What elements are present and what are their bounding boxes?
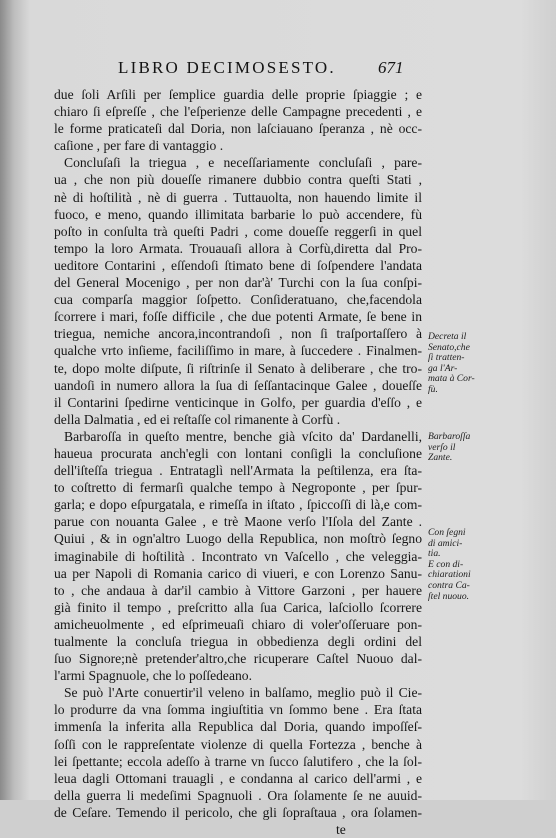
text-line: della Dalmatia , ed ei reſtaſſe col rimanente à Corfù .	[54, 411, 341, 427]
margin-note-line: Senato,che	[428, 341, 470, 353]
margin-note-line: tia.	[428, 548, 441, 560]
text-line: amicheuolmente , ed eſprimeuaſi chiaro di voler'oſſeruare pon-	[54, 616, 422, 632]
text-line: cua comparſa maggior ſoſpetto. Conſideratuano, che,facendola	[54, 292, 422, 308]
text-line: già finito il tempo , preſcritto alla ſua Carica, laſciollo ſcorrere	[54, 599, 422, 615]
text-line: leua dagli Ottomani trauagli , e condanna al carico dell'armi , e	[54, 770, 422, 786]
text-line: Concluſaſi la triegua , e neceſſariamente concluſaſi , pare-	[64, 155, 422, 171]
text-line: tualmente la concluſa triegua in obbedienza degli ordini del	[54, 634, 422, 649]
text-line: Quiui , & in ogn'altro Luogo della Republica, non moſtrò ſegno	[54, 531, 422, 547]
text-line: della guerra li medeſimi Spagnuoli . Ora ſolamente ſe ne auuid-	[54, 787, 422, 803]
text-line: to , che andaua à dar'il cambio à Vittore Garzoni , per hauere	[54, 582, 422, 598]
text-line: l'armi Spagnuole, che lo poſſedeano.	[54, 668, 252, 684]
margin-note-line: ſtel nuouo.	[428, 590, 470, 602]
page-number: 671	[378, 58, 404, 77]
text-line: del General Mocenigo , per non dar'à' Turchi con la ſua conſpi-	[54, 275, 422, 291]
margin-note-line: mata à Cor-	[428, 373, 475, 385]
margin-note-line: contra Ca-	[428, 579, 470, 591]
margin-note-line: Zante.	[428, 452, 453, 464]
text-line: ſcorrere i mari, foſſe difficile , che due potenti Armate, ſe bene in	[54, 309, 422, 325]
text-line: immenſa la inferita alla Republica dal Doria, quando impoſſeſ-	[54, 719, 422, 735]
text-line: parue con nouanta Galee , e trè Maone verſo l'Iſola del Zante .	[54, 514, 422, 530]
text-line: uandoſi in numero allora la ſua di ſeſſantacinque Galee , doueſſe	[54, 377, 422, 393]
text-line: triegua, nemiche ancora,incontrandoſi , non ſi traſportaſſero à	[54, 326, 422, 342]
text-line: Se può l'Arte conuertir'il veleno in balſamo, meglio può il Cie-	[64, 685, 422, 701]
text-line: ſoſſi con le rappreſentate violenze di quella Fortezza , benche à	[54, 736, 422, 752]
text-line: ueditore Contarini , eſſendoſi ſtimato bene di ſoſpendere l'andata	[54, 257, 422, 273]
text-line: il Contarini ſpedirne venticinque in Golfo, per guardia d'eſſo , e	[54, 394, 422, 410]
text-line: lei ſpettante; eccola adeſſo à trarne vn ſucco ſalutifero , che la ſol-	[54, 753, 422, 769]
margin-note-line: Decreta il	[428, 331, 467, 342]
margin-note-line: Barbaroſſa	[428, 431, 471, 442]
text-line: to coſtretto di fermarſi qualche tempo à Negroponte , per ſpur-	[54, 480, 422, 496]
margin-note-senate-decree	[428, 332, 498, 396]
text-line: chiaro ſi eſpreſſe , che l'eſperienze delle Campagne precedenti , e	[54, 104, 422, 120]
margin-note-line: Con ſegni	[428, 527, 466, 538]
margin-note-line: di amici-	[428, 537, 463, 549]
text-line: le forme praticateſi dal Doria, non laſciauano ſperanza , nè occ-	[54, 121, 422, 137]
margin-note-line: fù.	[428, 383, 438, 395]
text-line: fuoco, e meno, quando illimitata barbarie lo può accendere, fù	[54, 206, 422, 222]
margin-note-friendship	[428, 528, 498, 602]
text-line: dell'iſteſſa triegua . Entrataglì nell'Armata la peſtilenza, era ſta-	[54, 463, 422, 479]
header-title: LIBRO DECIMOSESTO.	[118, 58, 336, 77]
text-line: tempo la loro Armata. Trouauaſi allora à Corfù,diretta dal Pro-	[54, 240, 422, 256]
text-line: due ſoli Arſili per ſemplice guardia delle proprie ſpiaggie ; e	[54, 87, 422, 102]
text-line: garla; e dopo eſpurgatala, e rimeſſa in iſtato , ſpiccoſſi di là,e com-	[54, 497, 422, 513]
text-line: nè di hoſtilità , nè di guerra . Tuttauolta, non hauendo limite il	[54, 189, 422, 205]
margin-note-line: verſo il	[428, 441, 456, 453]
text-line: ua per Napoli di Romania carico di viueri, e con Lorenzo Sanu-	[54, 565, 422, 581]
text-line: te, dopo molte diſpute, ſi riſtrinſe il Senato à deliberare , che tro-	[54, 360, 422, 376]
text-line: ſuo Signore;nè pretender'altro,che ricuperare Caſtel Nuouo dal-	[54, 651, 422, 667]
text-line: Barbaroſſa in queſto mentre, benche già vſcito da' Dardanelli,	[64, 428, 422, 444]
margin-note-line: E con di-	[428, 558, 464, 570]
text-line: qualche vrto inſieme, faciliſſimo in mare, à ſuccedere . Finalmen-	[54, 343, 422, 359]
margin-note-line: ſi tratten-	[428, 352, 465, 364]
running-header	[110, 58, 510, 80]
margin-note-barbarossa	[428, 432, 498, 464]
text-line: imaginabile di hoſtilità . Incontrato vn Vaſcello , che veleggia-	[54, 548, 422, 564]
text-line: caſione , per fare di vantaggio .	[54, 138, 224, 154]
text-line: de Ceſare. Temendo il pericolo, che gli ſopraſtaua , ora ſolamen-	[54, 804, 422, 820]
margin-note-line: chiarationi	[428, 569, 471, 581]
body-text	[54, 86, 422, 838]
text-line: haueua procurata anch'egli con lontani conſigli la concluſione	[54, 445, 422, 461]
text-line: poſto in conſulta trà queſti Padri , come doueſſe reggerſi in quel	[54, 223, 422, 239]
text-line: lo produrre da vna ſomma ingiuſtitia vn ſommo bene . Era ſtata	[54, 702, 422, 718]
text-line: ua , che non più doueſſe rimanere dubbio contra queſti Stati ,	[54, 172, 422, 188]
text-line: te	[336, 822, 346, 838]
margin-note-line: ga l'Ar-	[428, 362, 458, 374]
